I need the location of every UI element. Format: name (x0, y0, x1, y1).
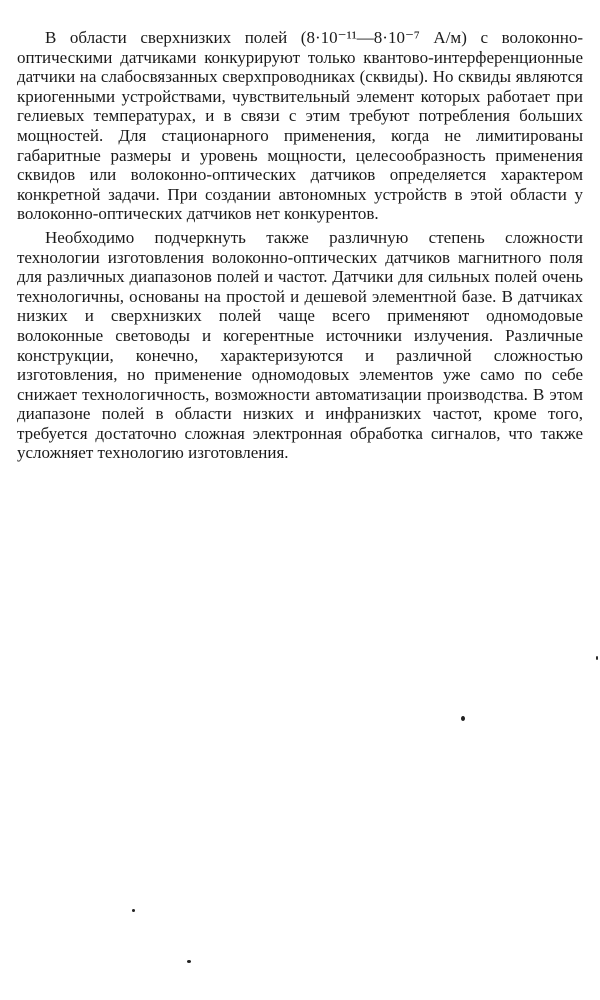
paragraph-1: В области сверхнизких полей (8·10⁻¹¹—8·10⁻⁷ А/м) с волоконно-оптическими датчиками конкурируют только квантово-интерференционные датчики на слабосвязанных сверхпроводниках (сквиды). Но сквиды являются криогенными устройствами, чувствительный элемент которых работает при гелиевых температурах, и в связи с этим требуют потребления больших мощностей. Для стационарного применения, когда не лимитированы габаритные размеры и уровень мощности, целесообразность применения сквидов или волоконно-оптических датчиков определяется характером конкретной задачи. При создании автономных устройств в этой области у волоконно-оптических датчиков нет конкурентов. (17, 28, 583, 224)
scan-speck (461, 716, 465, 721)
paragraph-2: Необходимо подчеркнуть также различную степень сложности технологии изготовления волоконно-оптических датчиков магнитного поля для различных диапазонов полей и частот. Датчики для сильных полей очень технологичны, основаны на простой и дешевой элементной базе. В датчиках низких и сверхнизких полей чаще всего применяют одномодовые волоконные световоды и когерентные источники излучения. Различные конструкции, конечно, характеризуются и различной сложностью изготовления, но применение одномодовых элементов уже само по себе снижает технологичность, возможности автоматизации производства. В этом диапазоне полей в области низких и инфранизких частот, кроме того, требуется достаточно сложная электронная обработка сигналов, что также усложняет технологию изготовления. (17, 227, 583, 463)
scan-speck (187, 960, 191, 963)
scan-speck (132, 909, 135, 912)
scan-speck (596, 656, 598, 660)
document-text-block (17, 28, 583, 463)
